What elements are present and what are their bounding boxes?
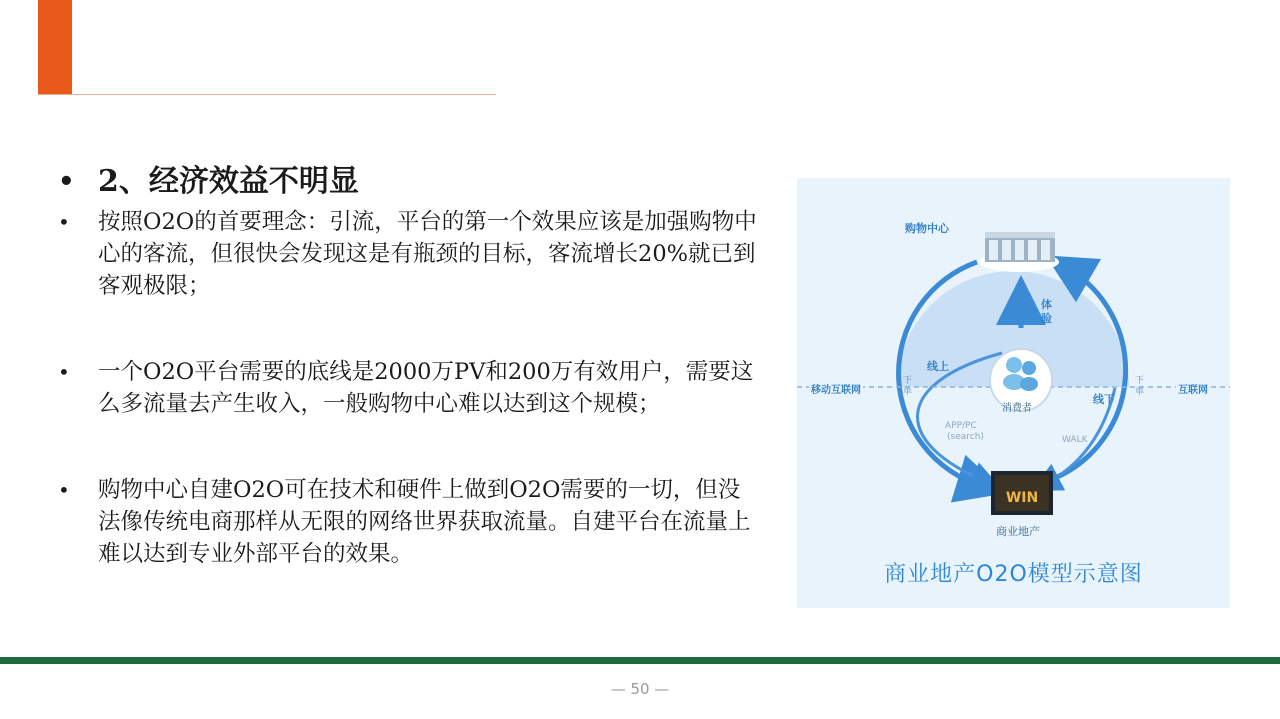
label-commercial-property: 商业地产 xyxy=(996,525,1040,538)
label-consumer: 消费者 xyxy=(1002,403,1032,414)
bullet-dot: • xyxy=(58,360,70,384)
footer-divider xyxy=(0,657,1280,664)
bullet-text: 按照O2O的首要理念：引流，平台的第一个效果应该是加强购物中心的客流，但很快会发现这是有瓶颈的目标，客流增长20%就已到客观极限； xyxy=(98,209,757,299)
label-app-pc: APP/PC xyxy=(945,421,977,431)
bullet-dot: • xyxy=(58,210,70,234)
title-text: 2、经济效益不明显 xyxy=(98,164,359,199)
bullet-item xyxy=(58,356,758,420)
page-number: — 50 — xyxy=(610,680,670,698)
title-bullet xyxy=(58,160,758,204)
header-divider xyxy=(38,94,496,95)
label-mobile-internet: 移动互联网 xyxy=(809,381,863,396)
bullet-list xyxy=(58,160,758,624)
bullet-dot: • xyxy=(58,167,75,197)
label-search: (search) xyxy=(947,432,984,442)
o2o-model-diagram xyxy=(797,178,1230,608)
bullet-text: 购物中心自建O2O可在技术和硬件上做到O2O需要的一切，但没法像传统电商那样从无限的网络世界获取流量。自建平台在流量上难以达到专业外部平台的效果。 xyxy=(98,477,751,567)
bullet-dot: • xyxy=(58,478,70,502)
label-order-right: 下单 xyxy=(1135,376,1145,397)
svg-text:WIN: WIN xyxy=(1005,490,1039,506)
label-offline: 线下 xyxy=(1093,393,1115,406)
label-internet: 互联网 xyxy=(1176,381,1210,396)
commercial-property-icon xyxy=(991,471,1053,515)
orange-accent-bar xyxy=(38,0,72,95)
diagram-caption: 商业地产O2O模型示意图 xyxy=(884,562,1143,587)
bullet-item xyxy=(58,474,758,570)
label-walk: WALK xyxy=(1062,435,1088,445)
label-mall: 购物中心 xyxy=(905,222,949,235)
bullet-item xyxy=(58,206,758,302)
bullet-text: 一个O2O平台需要的底线是2000万PV和200万有效用户，需要这么多流量去产生收入，一般购物中心难以达到这个规模； xyxy=(98,359,754,417)
label-experience: 体验 xyxy=(1041,298,1052,325)
mall-building-icon xyxy=(979,232,1059,272)
label-online: 线上 xyxy=(927,360,949,373)
label-order-left: 下单 xyxy=(903,376,913,397)
